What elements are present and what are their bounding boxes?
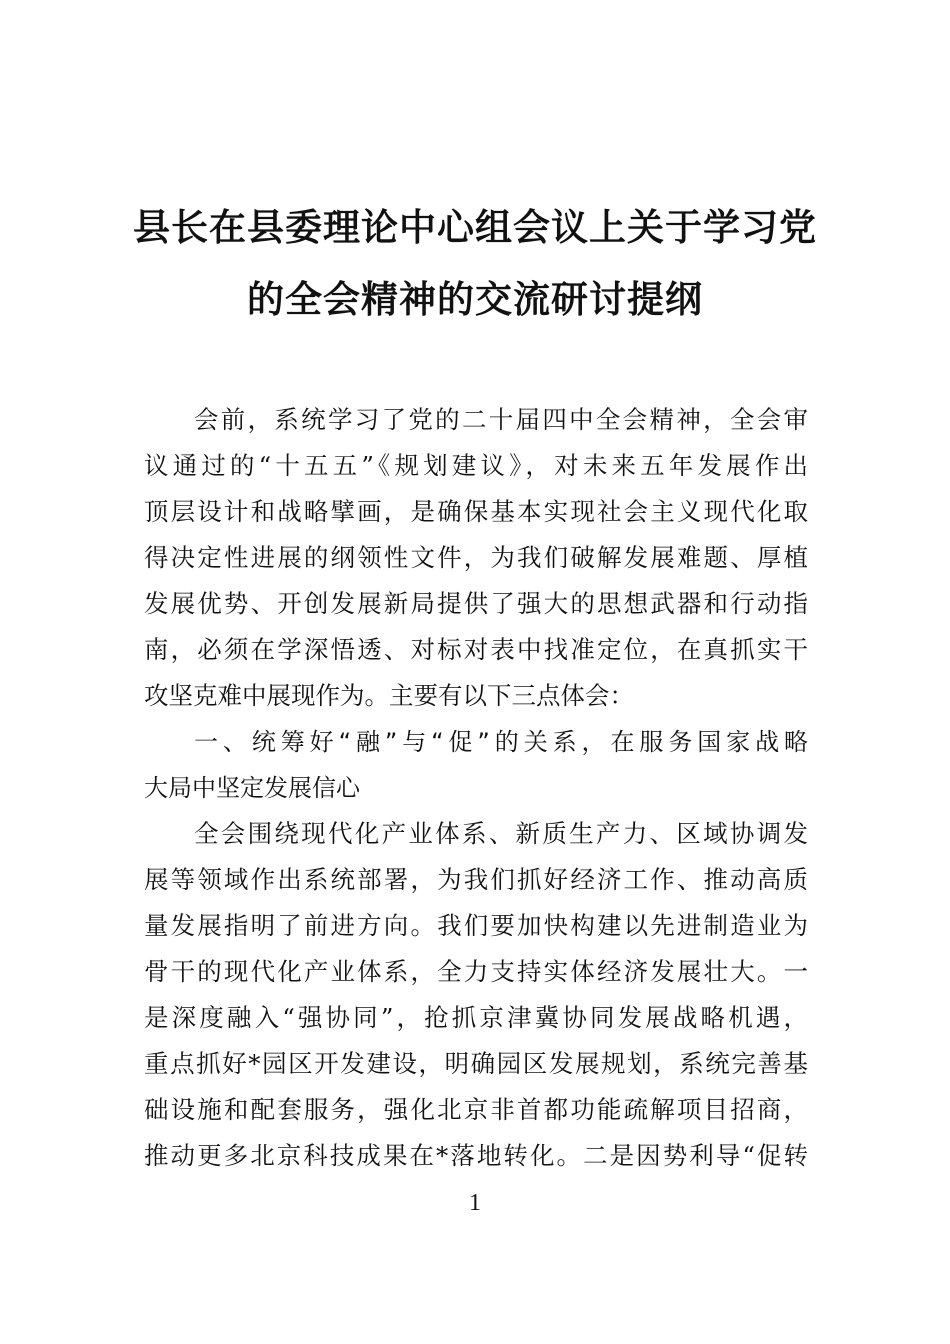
section-paragraph-line: 重点抓好*园区开发建设，明确园区发展规划，系统完善基 <box>144 1049 808 1078</box>
document-body <box>144 397 808 1179</box>
intro-paragraph-line: 发展优势、开创发展新局提供了强大的思想武器和行动指 <box>144 589 808 618</box>
section-heading-line: 一、统筹好“融”与“促”的关系，在服务国家战略 <box>194 728 808 756</box>
section-paragraph-line: 全会围绕现代化产业体系、新质生产力、区域协调发 <box>194 819 808 848</box>
title-line: 的全会精神的交流研讨提纲 <box>247 278 703 321</box>
intro-paragraph-line: 顶层设计和战略擘画，是确保基本实现社会主义现代化取 <box>144 497 808 526</box>
intro-paragraph-line: 南，必须在学深悟透、对标对表中找准定位，在真抓实干 <box>144 635 808 664</box>
intro-paragraph-line: 攻坚克难中展现作为。主要有以下三点体会： <box>144 681 634 710</box>
section-paragraph-line: 骨干的现代化产业体系，全力支持实体经济发展壮大。一 <box>144 957 808 986</box>
document-title <box>120 192 830 336</box>
page-number: 1 <box>469 1190 481 1216</box>
intro-paragraph-line: 会前，系统学习了党的二十届四中全会精神，全会审 <box>194 405 808 434</box>
section-paragraph-line: 是深度融入“强协同”，抢抓京津冀协同发展战略机遇， <box>144 1003 808 1032</box>
section-paragraph-line: 展等领域作出系统部署，为我们抓好经济工作、推动高质 <box>144 865 808 894</box>
title-line: 县长在县委理论中心组会议上关于学习党 <box>133 206 817 249</box>
section-heading-line: 大局中坚定发展信心 <box>144 774 360 802</box>
section-paragraph-line: 础设施和配套服务，强化北京非首都功能疏解项目招商， <box>144 1095 808 1124</box>
section-paragraph-line: 量发展指明了前进方向。我们要加快构建以先进制造业为 <box>144 911 808 940</box>
intro-paragraph-line: 得决定性进展的纲领性文件，为我们破解发展难题、厚植 <box>144 543 808 572</box>
intro-paragraph-line: 议通过的“十五五”《规划建议》，对未来五年发展作出 <box>144 451 808 480</box>
section-paragraph-line: 推动更多北京科技成果在*落地转化。二是因势利导“促转 <box>144 1141 808 1170</box>
